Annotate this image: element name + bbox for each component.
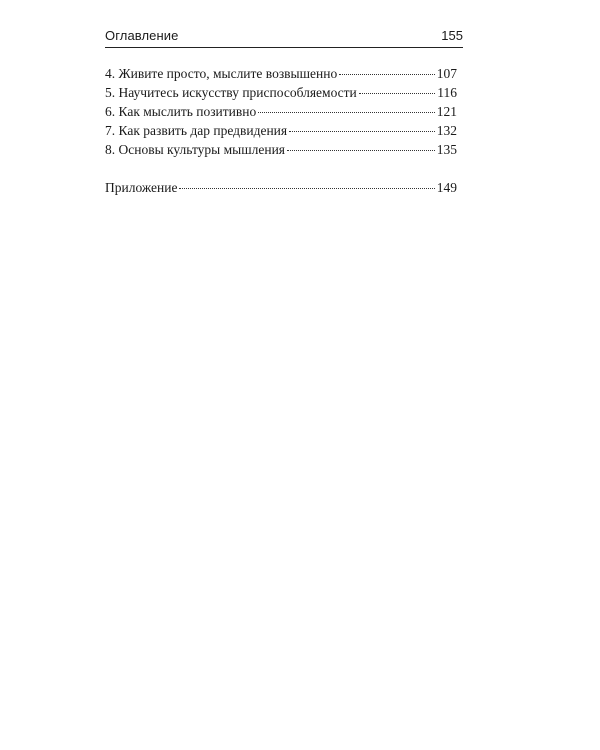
toc-entry — [105, 64, 457, 83]
dot-leader — [289, 131, 435, 132]
toc-entry-title: 7. Как развить дар предвидения — [105, 123, 288, 138]
toc-entry-page: 107 — [436, 66, 457, 81]
toc-entry — [105, 121, 457, 140]
table-of-contents — [105, 64, 457, 197]
toc-entry-page: 149 — [436, 180, 457, 195]
toc-entry-page: 132 — [436, 123, 457, 138]
toc-entry — [105, 102, 457, 121]
running-header-title: Оглавление — [105, 28, 179, 43]
toc-entry — [105, 83, 457, 102]
toc-entry-page: 116 — [437, 85, 457, 100]
page-number: 155 — [441, 28, 463, 43]
toc-entry-appendix — [105, 178, 457, 197]
dot-leader — [359, 93, 435, 94]
toc-entry-page: 121 — [436, 104, 457, 119]
dot-leader — [258, 112, 434, 113]
toc-entry-title: 6. Как мыслить позитивно — [105, 104, 257, 119]
running-header — [105, 27, 463, 48]
toc-entry-title: Приложение — [105, 180, 178, 195]
toc-entry-title: 5. Научитесь искусству приспособляемости — [105, 85, 357, 100]
dot-leader — [287, 150, 435, 151]
toc-entry-title: 8. Основы культуры мышления — [105, 142, 286, 157]
dot-leader — [339, 74, 435, 75]
dot-leader — [179, 188, 434, 189]
toc-entry-page: 135 — [436, 142, 457, 157]
toc-entry-title: 4. Живите просто, мыслите возвышенно — [105, 66, 338, 81]
toc-entry — [105, 140, 457, 159]
